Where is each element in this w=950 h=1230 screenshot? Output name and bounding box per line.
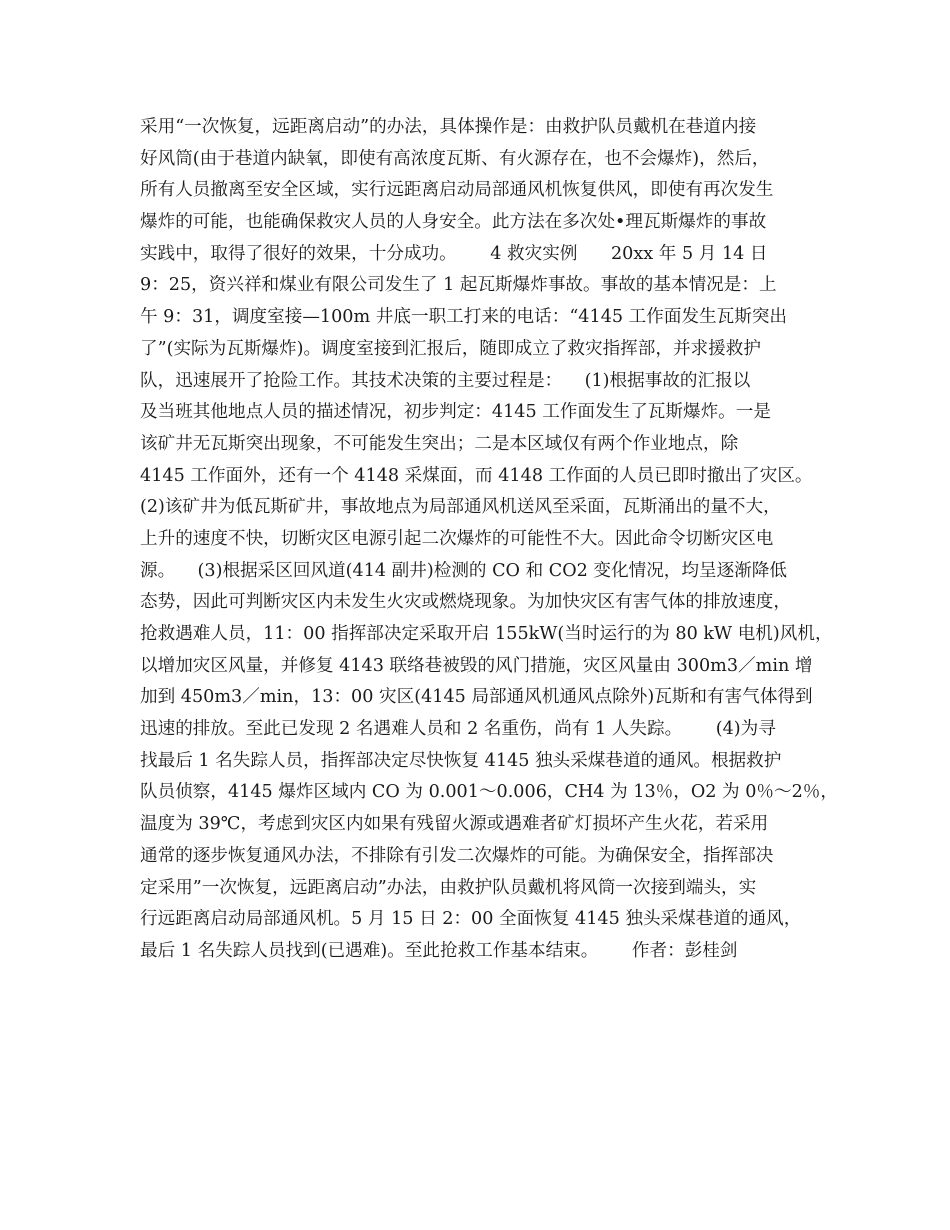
text-line-7: 午 9：31，调度室接—100m 井底一职工打来的电话：“4145 工作面发生瓦斯突出 bbox=[140, 307, 788, 328]
text-line-14: 上升的速度不快，切断灾区电源引起二次爆炸的可能性不大。因此命令切断灾区电 bbox=[140, 528, 774, 549]
text-line-20: 迅速的排放。至此已发现 2 名遇难人员和 2 名重伤，尚有 1 人失踪。 (4)为寻 bbox=[140, 719, 776, 740]
text-line-10: 及当班其他地点人员的描述情况，初步判定：4145 工作面发生了瓦斯爆炸。一是 bbox=[140, 402, 771, 423]
text-line-17: 抢救遇难人员，11：00 指挥部决定采取开启 155kW(当时运行的为 80 kW 电机)风机， bbox=[140, 624, 833, 644]
text-line-25: 定采用”一次恢复，远距离启动”办法，由救护队员戴机将风筒一次接到端头，实 bbox=[140, 877, 757, 898]
text-line-4: 爆炸的可能，也能确保救灾人员的人身安全。此方法在多次处•理瓦斯爆炸的事故 bbox=[140, 212, 767, 233]
text-line-19: 加到 450m3／min，13：00 灾区(4145 局部通风机通风点除外)瓦斯和有害气体得到 bbox=[140, 687, 813, 708]
text-line-11: 该矿井无瓦斯突出现象，不可能发生突出；二是本区域仅有两个作业地点，除 bbox=[140, 433, 739, 454]
text-line-1: 采用“一次恢复，远距离启动”的办法，具体操作是：由救护队员戴机在巷道内接 bbox=[140, 117, 757, 137]
text-line-13: (2)该矿井为低瓦斯矿井，事故地点为局部通风机送风至采面，瓦斯涌出的量不大， bbox=[140, 497, 781, 518]
text-line-8: 了”(实际为瓦斯爆炸)。调度室接到汇报后，随即成立了救灾指挥部，并求援救护 bbox=[140, 338, 761, 359]
text-line-24: 通常的逐步恢复通风办法，不排除有引发二次爆炸的可能。为确保安全，指挥部决 bbox=[140, 845, 774, 866]
text-line-18: 以增加灾区风量，并修复 4143 联络巷被毁的风门措施，灾区风量由 300m3／min 增 bbox=[140, 655, 813, 676]
text-line-2: 好风筒(由于巷道内缺氧，即使有高浓度瓦斯、有火源存在，也不会爆炸)，然后， bbox=[140, 148, 770, 169]
text-line-22: 队员侦察，4145 爆炸区域内 CO 为 0.001～0.006，CH4 为 13％，O2 为 0％～2％， bbox=[140, 782, 838, 803]
text-line-3: 所有人员撤离至安全区域，实行远距离启动局部通风机恢复供风，即使有再次发生 bbox=[140, 180, 774, 201]
text-line-27: 最后 1 名失踪人员找到(已遇难)。至此抢救工作基本结束。 作者：彭桂剑 bbox=[140, 940, 738, 961]
text-line-16: 态势，因此可判断灾区内未发生火灾或燃烧现象。为加快灾区有害气体的排放速度， bbox=[140, 592, 791, 613]
text-line-9: 队，迅速展开了抢险工作。其技术决策的主要过程是： (1)根据事故的汇报以 bbox=[140, 370, 751, 391]
text-line-23: 温度为 39℃，考虑到灾区内如果有残留火源或遇难者矿灯损坏产生火花，若采用 bbox=[140, 814, 769, 835]
text-line-5: 实践中，取得了很好的效果，十分成功。 4 救灾实例 20xx 年 5 月 14 日 bbox=[140, 243, 768, 264]
body-text bbox=[140, 112, 838, 968]
text-line-26: 行远距离启动局部通风机。5 月 15 日 2：00 全面恢复 4145 独头采煤巷道的通风， bbox=[140, 909, 802, 930]
text-line-12: 4145 工作面外，还有一个 4148 采煤面，而 4148 工作面的人员已即时撤出了灾区。 bbox=[140, 465, 813, 486]
text-line-21: 找最后 1 名失踪人员，指挥部决定尽快恢复 4145 独头采煤巷道的通风。根据救护 bbox=[140, 750, 782, 771]
text-line-15: 源。 (3)根据采区回风道(414 副井)检测的 CO 和 CO2 变化情况，均呈逐渐降低 bbox=[140, 560, 787, 581]
text-line-6: 9：25，资兴祥和煤业有限公司发生了 1 起瓦斯爆炸事故。事故的基本情况是：上 bbox=[140, 275, 777, 296]
